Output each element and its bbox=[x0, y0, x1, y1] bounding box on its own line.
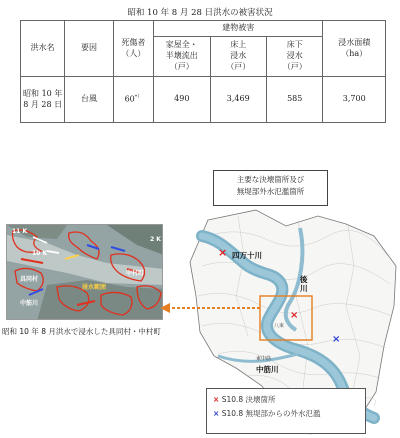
header-destroyed-l1: 家屋全・ bbox=[165, 40, 198, 50]
header-destroyed-l3: （戸） bbox=[169, 61, 194, 71]
header-casualties-l2: （人） bbox=[121, 48, 146, 58]
cell-above-floor: 3,469 bbox=[210, 77, 266, 123]
blue-x-icon: × bbox=[213, 409, 220, 419]
red-x-icon: × bbox=[213, 395, 220, 404]
header-destroyed bbox=[154, 37, 210, 77]
map-label-nakasuji: 中筋川 bbox=[256, 365, 279, 374]
svg-text:×: × bbox=[332, 334, 341, 345]
table-row bbox=[21, 77, 386, 123]
header-above-floor-l1: 床上 bbox=[230, 40, 247, 50]
cell-casualties-value: 60 bbox=[124, 94, 135, 104]
photo-label-nakamura: 中村町 bbox=[126, 270, 145, 277]
cell-cause: 台風 bbox=[65, 77, 113, 123]
map-title-l2: 無堤部外水氾濫箇所 bbox=[236, 186, 305, 196]
cell-destroyed: 490 bbox=[154, 77, 210, 123]
legend-overflow-label: S10.8 無堤部からの外水氾濫 bbox=[221, 409, 321, 419]
photo-label-2k: 2 K bbox=[150, 236, 161, 243]
header-above-floor-l2: 浸水 bbox=[230, 51, 247, 61]
photo-label-10k: 10 K bbox=[32, 250, 48, 257]
header-below-floor bbox=[266, 37, 322, 77]
header-area bbox=[323, 21, 386, 77]
cell-area: 3,700 bbox=[323, 77, 386, 123]
photo-label-shinsui: 浸水範囲 bbox=[82, 284, 107, 291]
map-label-small-1: 東中筋 bbox=[256, 356, 272, 362]
header-below-floor-l3: （戸） bbox=[282, 61, 307, 71]
header-above-floor bbox=[210, 37, 266, 77]
header-casualties-l1: 死傷者 bbox=[121, 37, 146, 47]
cell-below-floor: 585 bbox=[266, 77, 322, 123]
header-building-damage: 建物被害 bbox=[154, 21, 323, 37]
header-destroyed-l2: 半壊流出 bbox=[165, 51, 198, 61]
table-caption: 昭和 10 年 8 月 28 日洪水の被害状況 bbox=[127, 8, 273, 18]
cell-casualties-mark: *） bbox=[134, 93, 143, 100]
header-below-floor-l1: 床下 bbox=[286, 40, 303, 50]
photo-caption: 昭和 10 年 8 月洪水で浸水した具同村・中村町 bbox=[2, 327, 161, 336]
cell-flood-l1: 昭和 10 年 bbox=[23, 88, 63, 98]
cell-flood-l2: 8 月 28 日 bbox=[23, 99, 63, 109]
header-area-l2: （ha） bbox=[341, 48, 368, 58]
cell-flood-name bbox=[21, 77, 65, 123]
map-label-shimanto: 四万十川 bbox=[232, 251, 262, 260]
header-area-l1: 浸水面積 bbox=[338, 37, 371, 47]
header-casualties bbox=[113, 21, 153, 77]
photo-label-gudou: 具同村 bbox=[20, 276, 39, 283]
svg-text:×: × bbox=[290, 310, 299, 321]
header-above-floor-l3: （戸） bbox=[226, 61, 251, 71]
map-label-small-2: 八束 bbox=[274, 323, 285, 329]
pointer-arrow bbox=[160, 302, 264, 314]
header-flood-name: 洪水名 bbox=[21, 21, 65, 77]
map-legend bbox=[206, 388, 366, 434]
svg-text:×: × bbox=[218, 246, 228, 259]
header-cause: 要因 bbox=[65, 21, 113, 77]
photo-label-nakasuji: 中筋川 bbox=[20, 300, 39, 307]
damage-table bbox=[20, 20, 386, 123]
legend-item-breach bbox=[213, 393, 359, 407]
photo-label-11k: 11 K bbox=[12, 228, 28, 235]
header-below-floor-l2: 浸水 bbox=[286, 51, 303, 61]
legend-breach-label: S10.8 決壊箇所 bbox=[221, 395, 276, 404]
map-label-ushiro: 後川 bbox=[300, 275, 308, 293]
cell-casualties bbox=[113, 77, 153, 123]
map-title-box bbox=[213, 170, 328, 206]
legend-item-overflow bbox=[213, 407, 359, 421]
map-title-l1: 主要な決壊箇所及び bbox=[236, 175, 305, 184]
